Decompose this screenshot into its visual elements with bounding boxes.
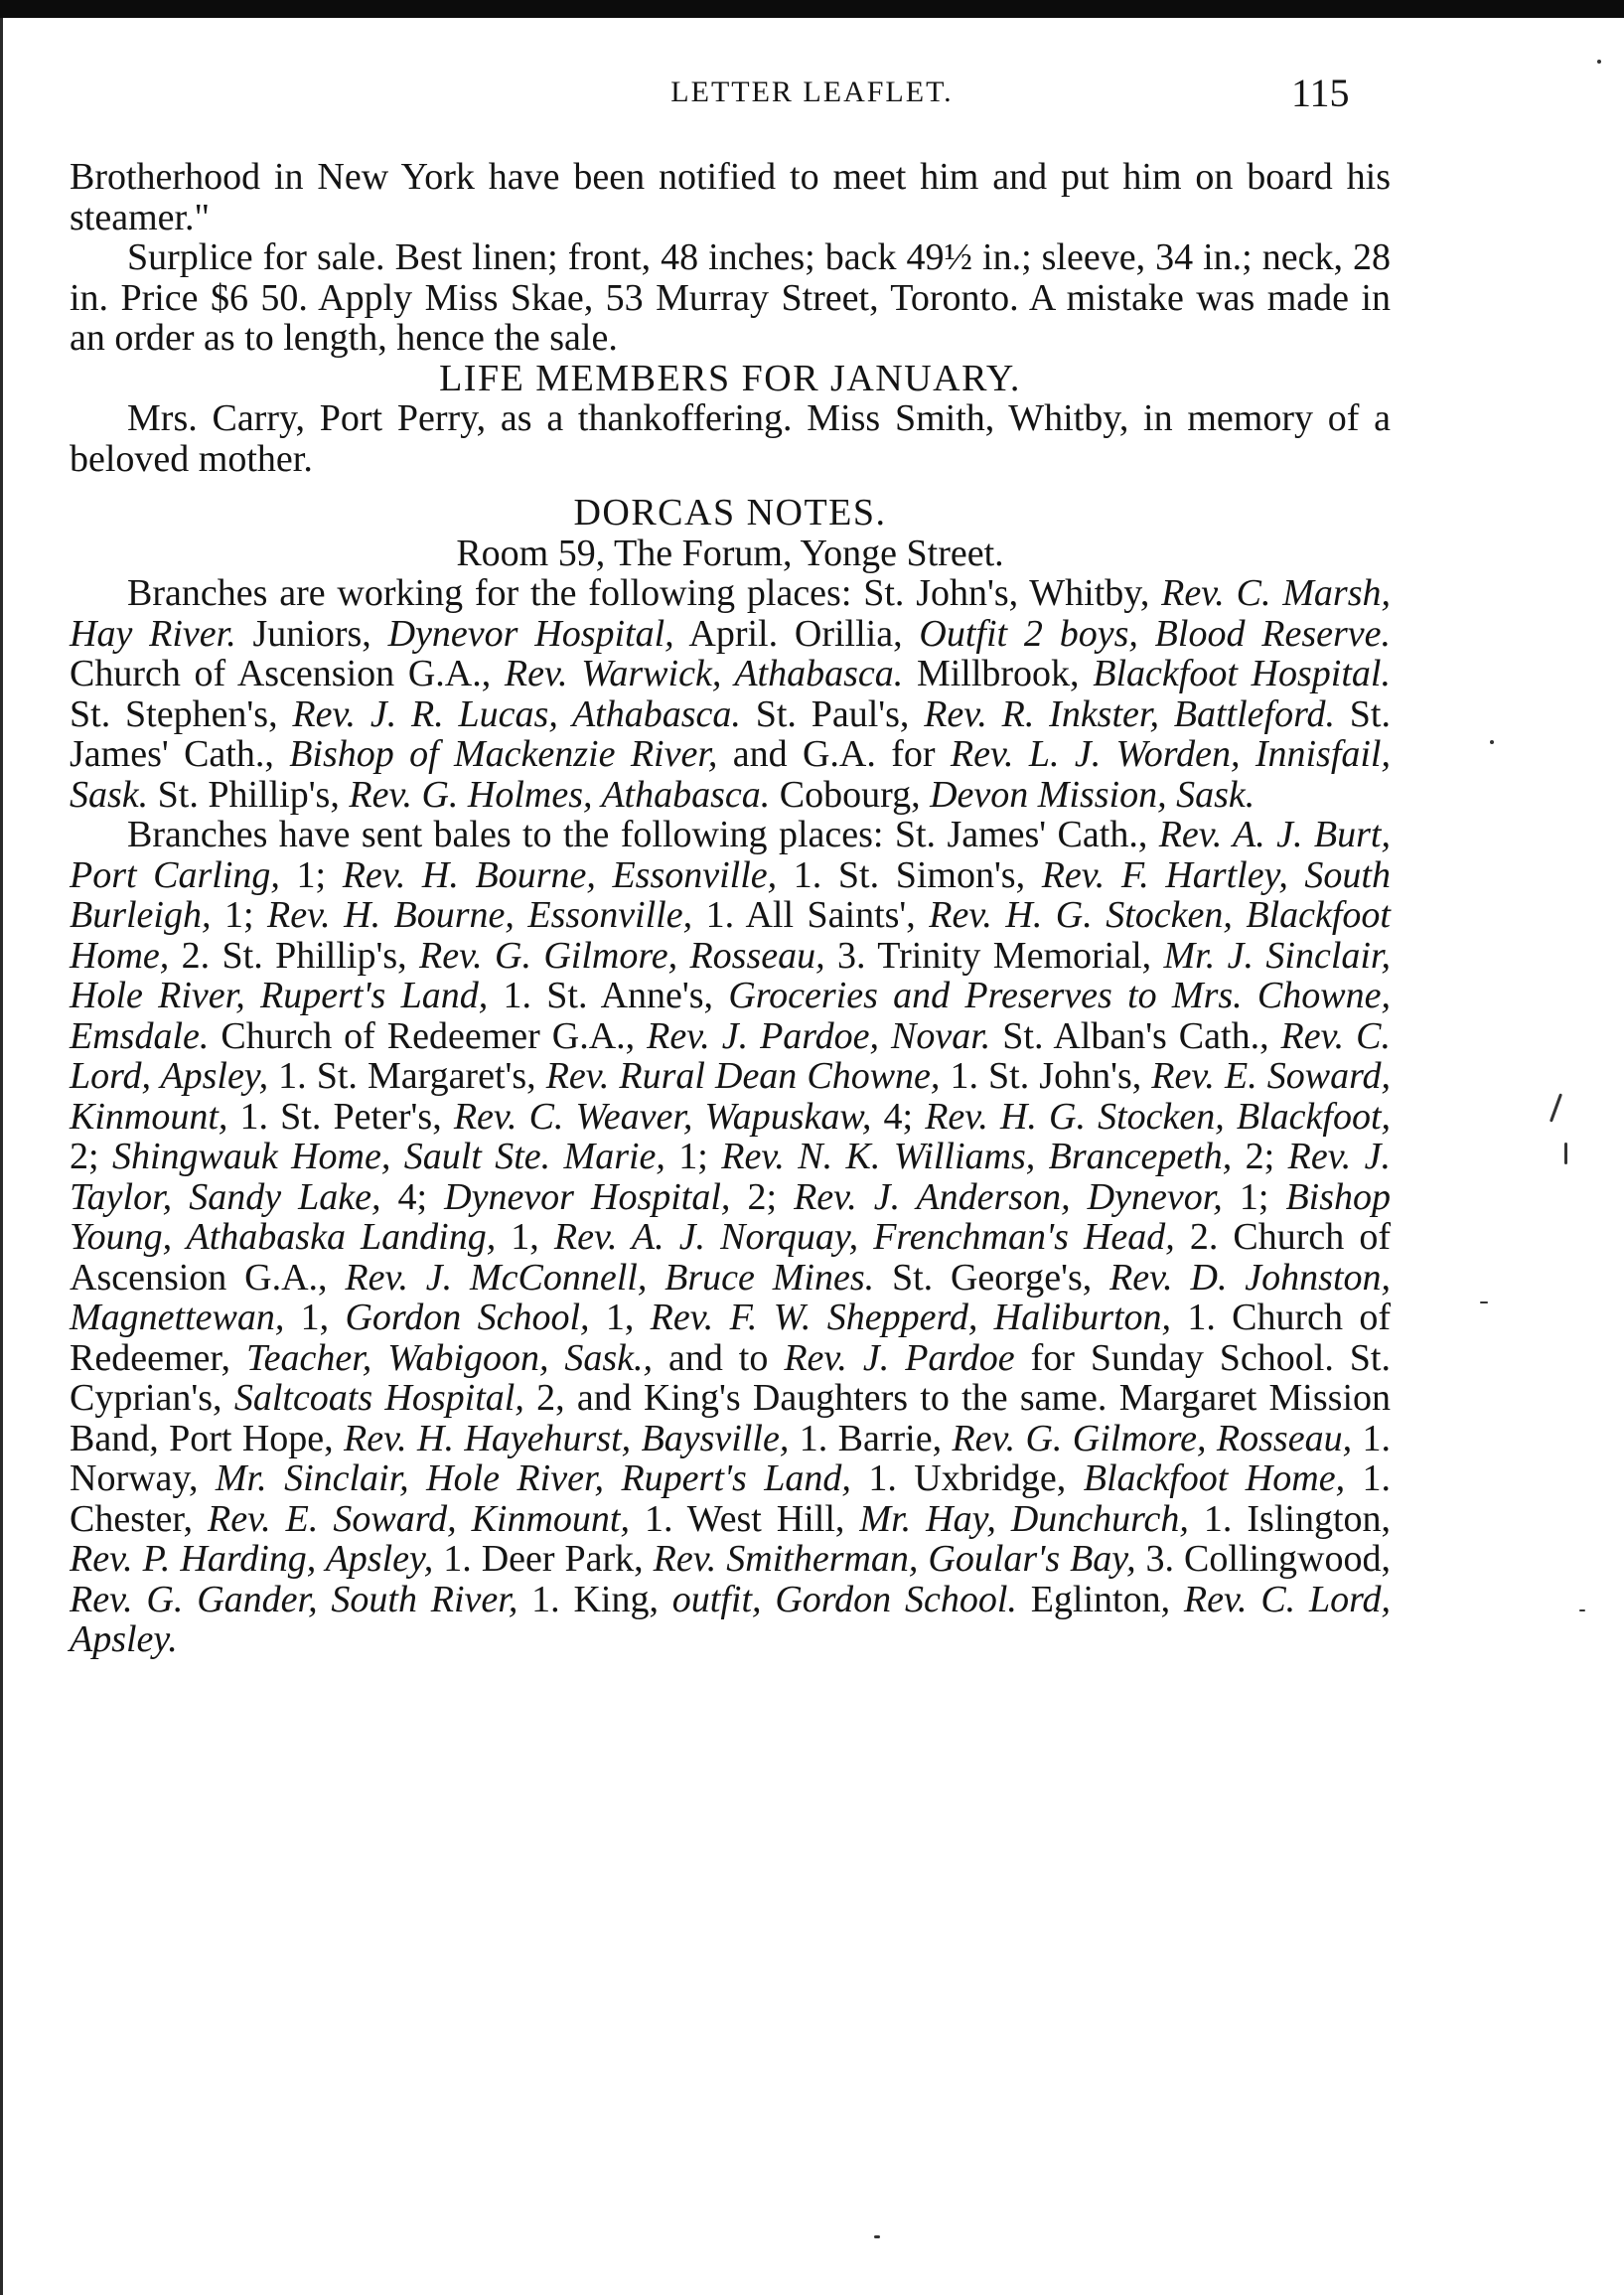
scan-speck bbox=[1480, 1301, 1488, 1303]
italic-text-run: Rev. R. Inkster, Battleford. bbox=[924, 692, 1335, 735]
italic-text-run: Rev. H. Hayehurst, Baysville, bbox=[344, 1417, 790, 1459]
italic-text-run: Bishop Young, Athabaska Landing, bbox=[70, 1175, 1392, 1258]
text-run: Church of Ascension G.A., bbox=[70, 653, 505, 694]
italic-text-run: Rev. Smitherman, Goular's Bay, bbox=[653, 1538, 1136, 1580]
text-run: 1. Islington, bbox=[1188, 1497, 1392, 1540]
italic-text-run: Rev. C. Lord, Apsley, bbox=[70, 1014, 1391, 1097]
italic-text-run: Rev. Warwick, Athabasca. bbox=[504, 653, 904, 694]
italic-text-run: Rev. G. Gilmore, Rosseau, bbox=[952, 1417, 1353, 1459]
text-run: 1. St. Margaret's, bbox=[268, 1055, 546, 1097]
page-body bbox=[70, 157, 1391, 1660]
text-run: Church of Redeemer G.A., bbox=[209, 1014, 648, 1057]
text-run: 4; bbox=[380, 1175, 445, 1218]
italic-text-run: Rev. C. Lord, Apsley. bbox=[70, 1578, 1392, 1660]
italic-text-run: Outfit 2 boys, Blood Reserve. bbox=[919, 612, 1392, 655]
italic-text-run: Rev. H. G. Stocken, Blackfoot, bbox=[925, 1095, 1391, 1138]
italic-text-run: Mr. Hay, Dunchurch, bbox=[859, 1497, 1189, 1540]
italic-text-run: Rev. G. Gander, South River, bbox=[70, 1578, 518, 1620]
text-run: Juniors, bbox=[235, 612, 388, 655]
italic-text-run: outfit, Gordon School. bbox=[671, 1578, 1017, 1620]
italic-text-run: Rev. H. Bourne, Essonville, bbox=[267, 894, 693, 936]
italic-text-run: Rev. J. R. Lucas, Athabasca. bbox=[292, 692, 741, 735]
text-run: 2; bbox=[730, 1175, 795, 1218]
text-run: 1. West Hill, bbox=[629, 1497, 860, 1540]
italic-text-run: Rev. E. Soward, Kinmount, bbox=[70, 1055, 1391, 1138]
paragraph-surplice: Surplice for sale. Best linen; front, 48 inches; back 49½ in.; sleeve, 34 in.; neck, 28 in. Price $6 50. Apply Miss Skae, 53 Murray Street, Toronto. A mistake was made in an order as to length, hence the sale. bbox=[70, 236, 1391, 359]
italic-text-run: Bishop of Mackenzie River, bbox=[289, 733, 718, 775]
text-run: Millbrook, bbox=[903, 653, 1094, 694]
text-run: 1. All Saints', bbox=[692, 894, 930, 936]
dorcas-notes-heading: DORCAS NOTES. bbox=[573, 492, 887, 534]
text-run: 2. Church of Ascension G.A., bbox=[70, 1216, 1392, 1299]
italic-text-run: Dynevor Hospital, bbox=[444, 1175, 731, 1218]
text-run: 3. Trinity Memorial, bbox=[824, 934, 1164, 977]
text-run: 3. Collingwood, bbox=[1135, 1538, 1391, 1580]
scan-speck bbox=[874, 2235, 880, 2238]
text-run: St. George's, bbox=[874, 1256, 1110, 1299]
page-number: 115 bbox=[1291, 71, 1350, 115]
text-run: 2; bbox=[1232, 1136, 1288, 1177]
scan-speck bbox=[1579, 1609, 1585, 1611]
italic-text-run: Rev. J. Pardoe bbox=[784, 1336, 1015, 1379]
italic-text-run: Rev. A. J. Burt, Port Carling, bbox=[70, 814, 1391, 896]
running-title: LETTER LEAFLET. bbox=[670, 76, 954, 108]
paragraph-bales-sent bbox=[70, 815, 1391, 1660]
italic-text-run: Rev. J. McConnell, Bruce Mines. bbox=[345, 1256, 875, 1299]
scan-speck bbox=[1597, 60, 1601, 64]
text-run: 2; bbox=[70, 1136, 112, 1177]
paragraph-life-members: Mrs. Carry, Port Perry, as a thankoffering. Miss Smith, Whitby, in memory of a beloved mother. bbox=[70, 397, 1391, 480]
text-run: 1; bbox=[211, 894, 268, 936]
text-run: 1; bbox=[1222, 1175, 1286, 1218]
italic-text-run: Rev. N. K. Williams, Brancepeth, bbox=[721, 1136, 1233, 1177]
text-run: 1. St. Peter's, bbox=[227, 1095, 454, 1138]
text-run: April. Orillia, bbox=[673, 612, 920, 655]
scan-speck bbox=[1490, 740, 1494, 744]
text-run: Branches are working for the following places: St. John's, Whitby, bbox=[127, 572, 1162, 614]
text-run: for Sunday School. St. Cyprian's, bbox=[70, 1336, 1391, 1419]
italic-text-run: Dynevor Hospital, bbox=[387, 612, 674, 655]
text-run: 1. Chester, bbox=[70, 1457, 1392, 1540]
italic-text-run: Rev. F. W. Shepperd, Haliburton, bbox=[650, 1297, 1172, 1338]
text-run: and G.A. for bbox=[717, 733, 951, 775]
text-run: 1. St. John's, bbox=[940, 1055, 1152, 1097]
text-run: St. Alban's Cath., bbox=[990, 1014, 1281, 1057]
scan-top-border bbox=[0, 0, 1624, 18]
scan-left-border bbox=[0, 18, 3, 2295]
text-run: St. Stephen's, bbox=[70, 692, 293, 735]
italic-text-run: Groceries and Preserves to Mrs. Chowne, Emsdale. bbox=[70, 975, 1391, 1057]
italic-text-run: Rev. F. Hartley, South Burleigh, bbox=[70, 853, 1391, 936]
italic-text-run: Blackfoot Hospital. bbox=[1093, 653, 1391, 694]
italic-text-run: Devon Mission, Sask. bbox=[930, 773, 1255, 816]
italic-text-run: Rev. J. Pardoe, Novar. bbox=[647, 1014, 991, 1057]
italic-text-run: Gordon School, bbox=[345, 1297, 590, 1338]
italic-text-run: Mr. Sinclair, Hole River, Rupert's Land, bbox=[215, 1457, 851, 1499]
italic-text-run: Rev. J. Anderson, Dynevor, bbox=[794, 1175, 1223, 1218]
italic-text-run: Mr. J. Sinclair, Hole River, Rupert's Land, bbox=[70, 934, 1392, 1016]
text-run: Cobourg, bbox=[770, 773, 931, 816]
text-run: 1. Norway, bbox=[70, 1417, 1391, 1499]
dorcas-notes-address: Room 59, The Forum, Yonge Street. bbox=[456, 532, 1004, 574]
text-run: 1, bbox=[496, 1216, 554, 1258]
text-run: Branches have sent bales to the following places: St. James' Cath., bbox=[127, 814, 1159, 855]
scan-speck bbox=[1564, 1143, 1567, 1164]
italic-text-run: Blackfoot Home, bbox=[1083, 1457, 1346, 1499]
text-run: 1. St. Simon's, bbox=[777, 853, 1042, 896]
text-run: 1; bbox=[279, 853, 343, 896]
text-run: 1. Church of Redeemer, bbox=[70, 1297, 1392, 1379]
italic-text-run: Rev. J. Taylor, Sandy Lake, bbox=[70, 1136, 1391, 1218]
italic-text-run: Saltcoats Hospital, bbox=[233, 1377, 524, 1419]
italic-text-run: Teacher, Wabigoon, Sask., bbox=[245, 1336, 654, 1379]
text-run: St. Phillip's, bbox=[148, 773, 350, 816]
italic-text-run: Rev. G. Holmes, Athabasca. bbox=[349, 773, 771, 816]
italic-text-run: Rev. A. J. Norquay, Frenchman's Head, bbox=[553, 1216, 1175, 1258]
text-run: Eglinton, bbox=[1016, 1578, 1184, 1620]
italic-text-run: Rev. L. J. Worden, Innisfail, Sask. bbox=[70, 733, 1391, 816]
paragraph-brotherhood: Brotherhood in New York have been notified to meet him and put him on board his steamer." bbox=[70, 156, 1391, 238]
text-run: St. James' Cath., bbox=[70, 692, 1391, 775]
italic-text-run: Rev. C. Weaver, Wapuskaw, bbox=[453, 1095, 872, 1138]
text-run: 2, and King's Daughters to the same. Margaret Mission Band, Port Hope, bbox=[70, 1377, 1391, 1459]
text-run: 2. St. Phillip's, bbox=[169, 934, 419, 977]
text-run: 1; bbox=[664, 1136, 722, 1177]
italic-text-run: Rev. G. Gilmore, Rosseau, bbox=[419, 934, 825, 977]
italic-text-run: Rev. C. Marsh, Hay River. bbox=[70, 572, 1392, 655]
italic-text-run: Rev. E. Soward, Kinmount, bbox=[208, 1497, 630, 1540]
italic-text-run: Rev. D. Johnston, Magnettewan, bbox=[70, 1256, 1391, 1338]
text-run: 1, bbox=[284, 1297, 346, 1338]
italic-text-run: Rev. H. Bourne, Essonville, bbox=[342, 853, 778, 896]
italic-text-run: Rev. Rural Dean Chowne, bbox=[545, 1055, 941, 1097]
life-members-heading: LIFE MEMBERS FOR JANUARY. bbox=[439, 357, 1021, 399]
italic-text-run: Rev. P. Harding, Apsley, bbox=[70, 1538, 434, 1580]
text-run: 1. Deer Park, bbox=[433, 1538, 654, 1580]
scan-speck bbox=[1550, 1093, 1562, 1122]
text-run: 1. King, bbox=[517, 1578, 672, 1620]
text-run: 4; bbox=[871, 1095, 926, 1138]
text-run: 1. Barrie, bbox=[789, 1417, 953, 1459]
text-run: 1, bbox=[589, 1297, 651, 1338]
paragraph-working-for bbox=[70, 573, 1391, 815]
text-run: St. Paul's, bbox=[740, 692, 925, 735]
italic-text-run: Rev. H. G. Stocken, Blackfoot Home, bbox=[70, 894, 1391, 977]
text-run: 1. St. Anne's, bbox=[488, 975, 729, 1016]
text-run: 1. Uxbridge, bbox=[850, 1457, 1084, 1499]
text-run: and to bbox=[653, 1336, 785, 1379]
italic-text-run: Shingwauk Home, Sault Ste. Marie, bbox=[111, 1136, 665, 1177]
